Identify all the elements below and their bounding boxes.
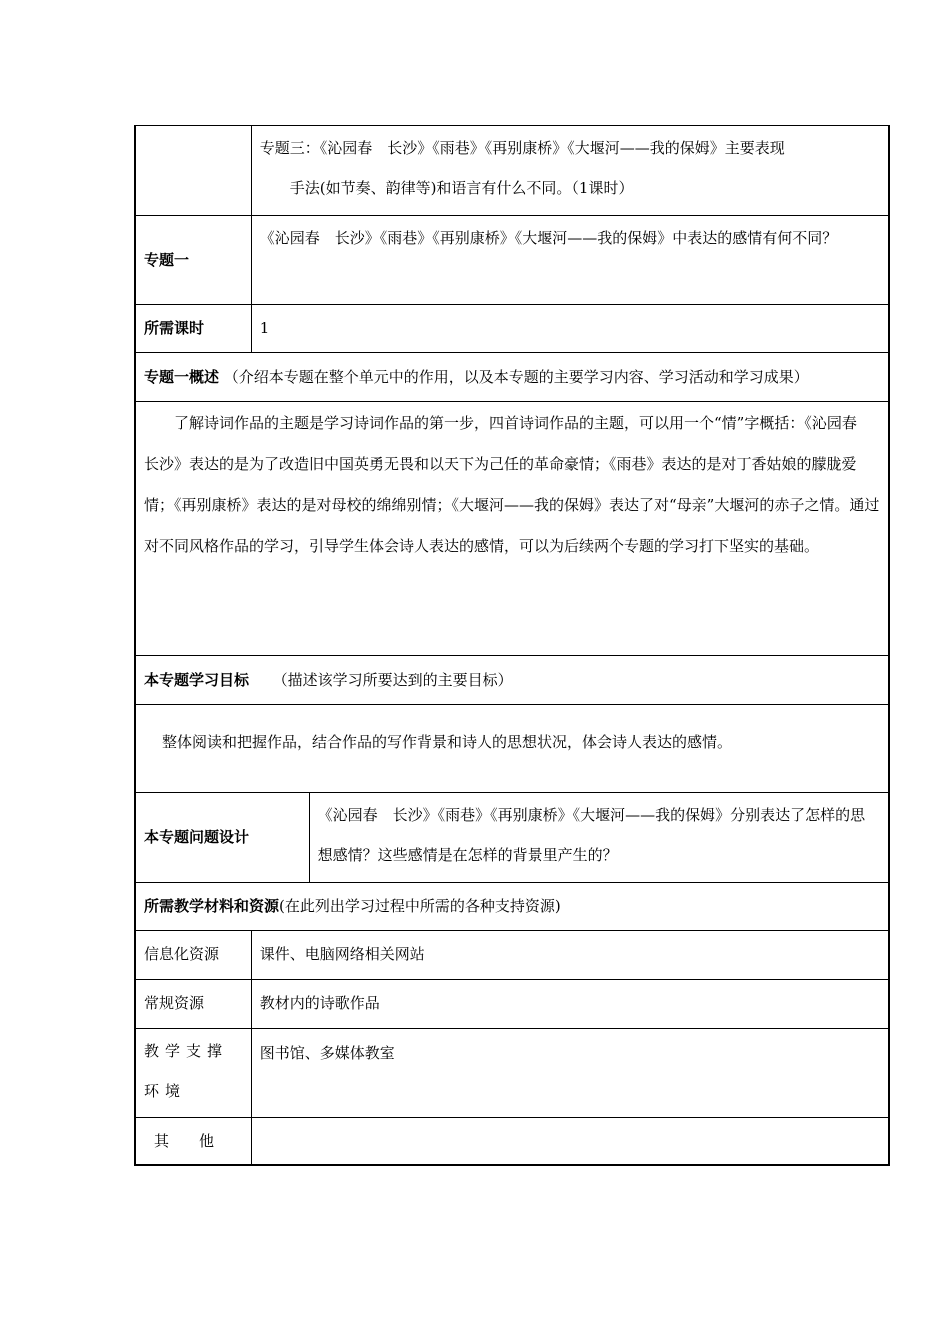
row-question — [136, 792, 888, 882]
row-topic3 — [136, 125, 888, 215]
materials-header — [136, 883, 888, 930]
overview-text: 了解诗词作品的主题是学习诗词作品的第一步，四首诗词作品的主题，可以用一个“情”字概括：《沁园春 长沙》表达的是为了改造旧中国英勇无畏和以天下为己任的革命豪情；《雨巷》表达的是对丁香姑娘的朦胧爱情；《再别康桥》表达的是对母校的绵绵别情；《大堰河——我的保姆》表达了对“母亲”大堰河的赤子之情。通过对不同风格作品的学习，引导学生体会诗人表达的感情，可以为后续两个专题的学习打下坚实的基础。 — [144, 414, 880, 555]
env-value: 图书馆、多媒体教室 — [259, 1044, 395, 1062]
empty-cell — [136, 126, 252, 215]
topic3-cell — [252, 126, 888, 215]
lesson-plan-table — [134, 125, 890, 1166]
goal-text: 整体阅读和把握作品，结合作品的写作背景和诗人的思想状况，体会诗人表达的感情。 — [162, 733, 733, 751]
hours-label: 所需课时 — [136, 305, 252, 352]
row-regular-resources — [136, 979, 888, 1028]
goal-hint: （描述该学习所要达到的主要目标） — [272, 671, 513, 689]
materials-label: 所需教学材料和资源 — [144, 897, 280, 915]
regular-value: 教材内的诗歌作品 — [259, 994, 380, 1012]
row-overview-header — [136, 352, 888, 401]
row-materials-header — [136, 882, 888, 930]
overview-header — [136, 353, 888, 401]
row-hours — [136, 304, 888, 352]
other-value — [252, 1118, 888, 1164]
row-it-resources — [136, 930, 888, 979]
row-overview-text — [136, 401, 888, 655]
other-label: 其 他 — [136, 1118, 252, 1164]
overview-hint: （介绍本专题在整个单元中的作用，以及本专题的主要学习内容、学习活动和学习成果） — [223, 368, 809, 386]
row-topic1 — [136, 215, 888, 304]
hours-value: 1 — [259, 319, 270, 337]
topic1-label: 专题一 — [136, 216, 252, 304]
it-value: 课件、电脑网络相关网站 — [259, 945, 425, 963]
goal-header — [136, 656, 888, 704]
row-other — [136, 1117, 888, 1164]
regular-label: 常规资源 — [136, 980, 252, 1028]
question-label: 本专题问题设计 — [136, 793, 310, 882]
overview-label: 专题一概述 — [144, 368, 220, 386]
row-goal-text — [136, 704, 888, 792]
it-label: 信息化资源 — [136, 931, 252, 979]
env-label: 教学支撑环境 — [136, 1029, 252, 1117]
row-goal-header — [136, 655, 888, 704]
topic1-text: 《沁园春 长沙》《雨巷》《再别康桥》《大堰河——我的保姆》中表达的感情有何不同？ — [259, 229, 838, 247]
row-environment — [136, 1028, 888, 1117]
question-text: 《沁园春 长沙》《雨巷》《再别康桥》《大堰河——我的保姆》分别表达了怎样的思想感情？这些感情是在怎样的背景里产生的？ — [317, 806, 866, 864]
goal-label: 本专题学习目标 — [144, 671, 250, 689]
materials-hint: (在此列出学习过程中所需的各种支持资源) — [279, 897, 561, 915]
topic3-text-line2: 手法(如节奏、韵律等)和语言有什么不同。（1课时） — [289, 179, 634, 197]
topic3-text: 专题三：《沁园春 长沙》《雨巷》《再别康桥》《大堰河——我的保姆》主要表现 — [259, 139, 785, 157]
